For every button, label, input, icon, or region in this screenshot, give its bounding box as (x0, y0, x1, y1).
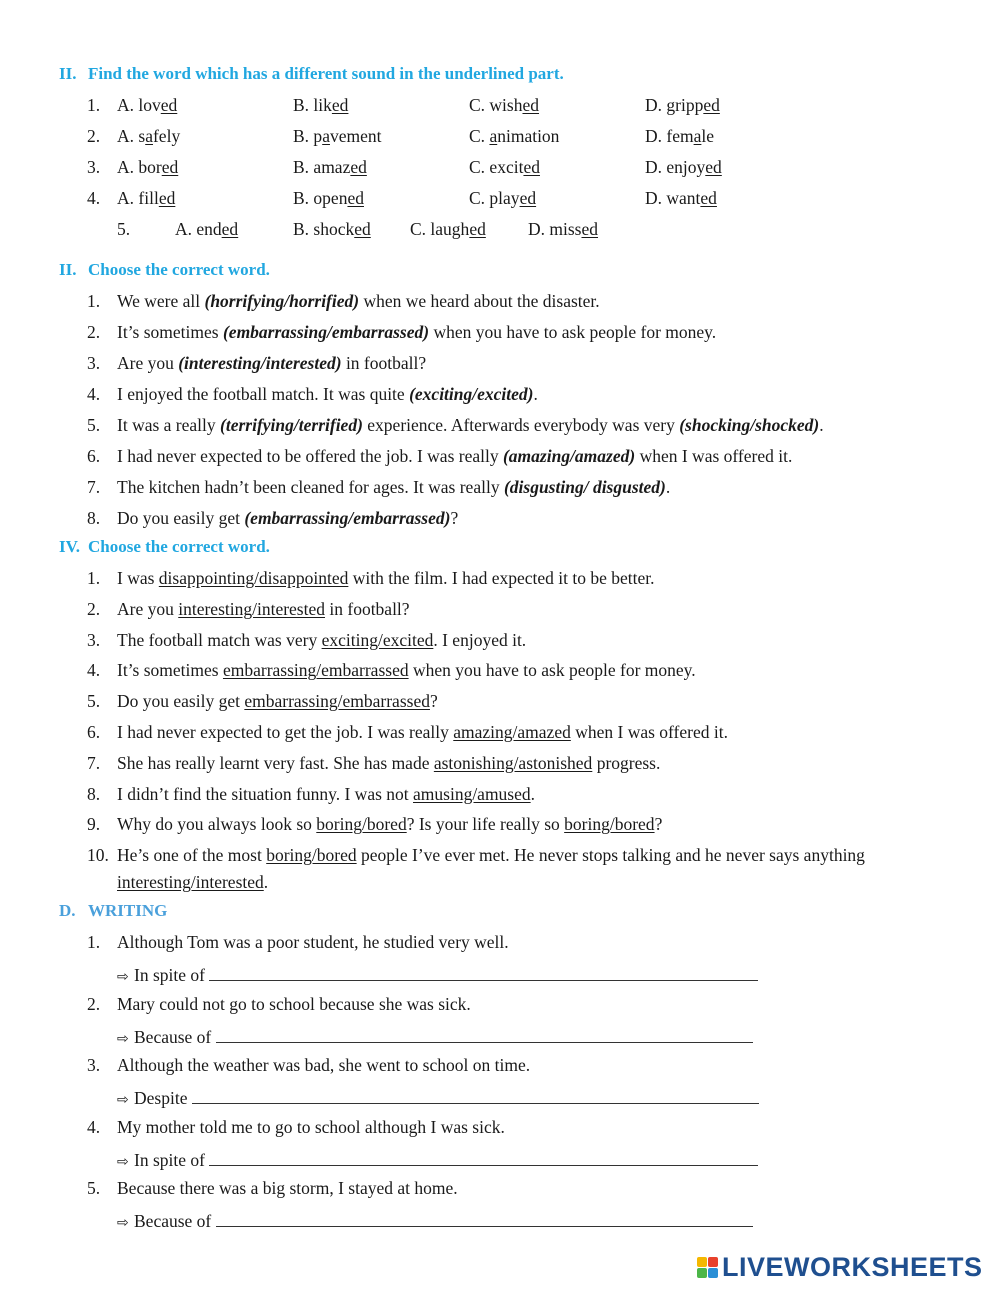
sentence-text: in football? (325, 598, 410, 619)
arrow-icon: ⇨ (117, 1030, 129, 1047)
section-iv-title: Choose the correct word. (88, 537, 270, 556)
sentence-text: experience. Afterwards everybody was very (362, 415, 680, 435)
writing-prompt: Because of (134, 1211, 212, 1231)
sentence-text: . I enjoyed it. (433, 629, 527, 650)
question-text (117, 845, 865, 865)
question-number: 5. (87, 1178, 101, 1198)
section-sounds-number: II. (59, 64, 77, 83)
sentence-text: We were all (117, 291, 205, 311)
underlined-part: ed (705, 157, 722, 177)
word-choice[interactable]: (disgusting/ disgusted) (503, 477, 666, 497)
sentence-text: I enjoyed the football match. It was quite (117, 384, 410, 404)
question-number: 6. (87, 446, 101, 466)
question-number: 8. (87, 783, 101, 804)
question-text (117, 384, 538, 404)
arrow-icon: ⇨ (117, 1215, 129, 1231)
writing-prompt: In spite of (134, 965, 205, 985)
option-text: B. amaz (293, 157, 351, 177)
sentence-text: ? Is your life really so (406, 814, 565, 835)
underlined-part: ed (221, 219, 239, 239)
answer-option[interactable] (117, 126, 180, 146)
underlined-part: ed (523, 157, 540, 177)
underlined-part: ed (469, 219, 486, 239)
sentence-text: in football? (341, 353, 427, 373)
option-text: D. miss (528, 219, 582, 239)
answer-blank-input[interactable] (216, 1209, 753, 1227)
question-text (117, 291, 600, 311)
answer-option[interactable] (117, 188, 175, 208)
sentence-text: It’s sometimes (117, 660, 223, 681)
question-number: 1. (87, 291, 101, 311)
word-choice[interactable]: (embarrassing/embarrassed) (222, 322, 430, 342)
sentence-text: . (665, 477, 671, 497)
question-number: 2. (87, 126, 101, 146)
sentence-text: He’s one of the most (117, 845, 267, 866)
question-number: 3. (87, 353, 101, 373)
word-choice[interactable]: amazing/amazed (453, 722, 571, 742)
sentence-text: It was a really (117, 415, 221, 435)
sentence-text: when you have to ask people for money. (429, 322, 717, 342)
sentence-text: Do you easily get (117, 691, 245, 712)
underlined-part: ed (331, 95, 349, 115)
option-text: A. bor (117, 157, 162, 177)
sentence-text: ? (450, 508, 459, 528)
underlined-part: ed (581, 219, 599, 239)
question-number: 7. (87, 752, 101, 773)
answer-option[interactable] (293, 219, 371, 239)
section-sounds-title: Find the word which has a different sound in the underlined part. (88, 64, 564, 83)
sentence-text: It’s sometimes (117, 322, 223, 342)
option-text: C. wish (469, 95, 523, 115)
word-choice[interactable]: boring/bored (266, 845, 357, 866)
answer-blank-input[interactable] (209, 963, 758, 981)
sentence-text: I didn’t find the situation funny. I was not (117, 783, 414, 804)
sentence-text: progress. (592, 752, 661, 773)
underlined-part: a (693, 126, 702, 146)
sentence-text: with the film. I had expected it to be better. (348, 568, 655, 588)
sentence-text: when I was offered it. (635, 446, 793, 466)
answer-option[interactable] (293, 157, 367, 177)
word-choice[interactable]: (horrifying/horrified) (204, 291, 360, 311)
word-choice[interactable]: (terrifying/terrified) (220, 415, 363, 435)
word-choice[interactable]: (interesting/interested) (178, 353, 342, 373)
option-text: A. fill (117, 188, 159, 208)
word-choice[interactable]: (embarrassing/embarrassed) (244, 508, 451, 528)
question-number: 9. (87, 814, 101, 835)
writing-prompt: Because of (134, 1026, 212, 1047)
sentence-text: Do you easily get (117, 508, 245, 528)
question-number: 3. (87, 157, 101, 177)
answer-blank-input[interactable] (209, 1148, 758, 1166)
answer-option[interactable] (293, 126, 381, 146)
answer-option[interactable] (293, 95, 348, 115)
question-number: 1. (87, 932, 101, 952)
sentence-text: I was (117, 568, 159, 588)
word-choice[interactable]: embarrassing/embarrassed (222, 660, 409, 681)
option-text: le (701, 126, 715, 146)
liveworksheets-logo-icon (697, 1257, 718, 1278)
sentence-text: when we heard about the disaster. (359, 291, 600, 311)
question-number: 2. (87, 322, 101, 342)
question-number: 3. (87, 629, 101, 650)
underlined-part: ed (161, 157, 179, 177)
sentence-text: . (263, 872, 269, 893)
question-text (117, 353, 426, 373)
section-writing-title: WRITING (88, 901, 168, 920)
sentence-text: I had never expected to be offered the job. I was really (117, 446, 503, 466)
question-text (117, 814, 662, 834)
sentence-text: The kitchen hadn’t been cleaned for ages. It was really (117, 477, 504, 497)
question-text (117, 722, 728, 742)
logo-square (708, 1257, 718, 1267)
question-text (117, 446, 792, 466)
liveworksheets-logo (697, 1252, 983, 1283)
word-choice[interactable]: astonishing/astonished (433, 752, 593, 773)
arrow-icon: ⇨ (117, 969, 129, 985)
underlined-part: ed (347, 188, 364, 208)
answer-option[interactable] (645, 188, 717, 208)
question-number: 1. (87, 95, 101, 115)
option-text: C. laugh (410, 219, 470, 239)
word-choice[interactable]: amusing/amused (413, 783, 531, 804)
writing-prompt: In spite of (134, 1149, 205, 1170)
answer-option[interactable] (469, 126, 559, 146)
question-number: 5. (117, 219, 131, 239)
underlined-part: ed (519, 188, 537, 208)
option-text: fely (152, 126, 181, 146)
option-text: D. gripp (645, 95, 704, 115)
option-text: B. p (293, 126, 323, 146)
option-text: B. open (293, 188, 348, 208)
question-text (117, 477, 670, 497)
underlined-part: ed (158, 188, 176, 208)
question-number: 3. (87, 1055, 101, 1075)
underlined-part: ed (522, 95, 540, 115)
question-text (117, 508, 458, 528)
question-number: 5. (87, 691, 101, 712)
sentence-text: . (533, 384, 538, 404)
option-text: A. lov (117, 95, 161, 115)
word-choice[interactable]: interesting/interested (178, 598, 325, 619)
word-choice[interactable]: (shocking/shocked) (679, 415, 820, 435)
writing-sentence: Although the weather was bad, she went to school on time. (117, 1055, 531, 1075)
logo-square (697, 1268, 707, 1278)
sentence-text: when I was offered it. (570, 722, 728, 742)
word-choice[interactable]: disappointing/disappointed (158, 568, 349, 588)
writing-sentence: My mother told me to go to school although I was sick. (117, 1116, 505, 1137)
sentence-text: Why do you always look so (117, 814, 317, 835)
question-number: 5. (87, 415, 101, 435)
writing-answer-line (117, 963, 758, 987)
question-text (117, 630, 526, 650)
underlined-part: ed (354, 219, 371, 239)
answer-option[interactable] (175, 219, 238, 239)
answer-option[interactable] (645, 157, 722, 177)
sentence-text: Are you (117, 353, 179, 373)
answer-option[interactable] (117, 157, 178, 177)
sentence-text: She has really learnt very fast. She has made (117, 752, 434, 773)
option-text: nimation (497, 126, 560, 146)
section-writing-heading (59, 901, 167, 921)
question-text (117, 784, 535, 804)
question-number: 10. (87, 845, 109, 866)
logo-square (697, 1257, 707, 1267)
question-text (117, 872, 268, 892)
option-text: B. lik (293, 95, 332, 115)
writing-answer-line (117, 1086, 759, 1110)
answer-option[interactable] (469, 188, 536, 208)
question-text (117, 691, 438, 711)
question-text (117, 753, 660, 773)
sentence-text: ? (654, 814, 663, 835)
liveworksheets-logo-text: LIVEWORKSHEETS (722, 1252, 983, 1282)
section-iv-number: IV. (59, 537, 80, 556)
word-choice[interactable]: boring/bored (564, 814, 655, 835)
question-text (117, 660, 696, 680)
option-text: C. (469, 126, 490, 146)
sentence-text: when you have to ask people for money. (408, 660, 696, 681)
sentence-text: . (530, 783, 536, 804)
writing-answer-line (117, 1025, 753, 1049)
question-number: 1. (87, 568, 101, 588)
option-text: C. excit (469, 157, 524, 177)
word-choice[interactable]: boring/bored (316, 814, 407, 835)
question-text (117, 415, 824, 435)
answer-option[interactable] (528, 219, 598, 239)
section-choose-title: Choose the correct word. (88, 260, 270, 279)
section-sounds-heading (59, 64, 564, 84)
sentence-text: ? (429, 691, 438, 712)
arrow-icon: ⇨ (117, 1153, 129, 1170)
underlined-part: ed (703, 95, 720, 115)
option-text: A. end (175, 219, 222, 239)
writing-sentence: Although Tom was a poor student, he studied very well. (117, 932, 509, 952)
answer-blank-input[interactable] (216, 1025, 753, 1043)
arrow-icon: ⇨ (117, 1092, 129, 1108)
option-text: C. play (469, 188, 520, 208)
question-number: 2. (87, 598, 101, 619)
section-writing-number: D. (59, 901, 76, 920)
option-text: D. want (645, 188, 701, 208)
question-number: 4. (87, 1116, 101, 1137)
writing-sentence: Mary could not go to school because she was sick. (117, 993, 471, 1014)
option-text: D. fem (645, 126, 694, 146)
sentence-text: I had never expected to get the job. I was really (117, 722, 454, 742)
word-choice[interactable]: (exciting/excited) (409, 384, 534, 404)
writing-prompt: Despite (134, 1088, 188, 1108)
section-choose-number: II. (59, 260, 77, 279)
sentence-text: . (819, 415, 824, 435)
question-number: 4. (87, 188, 101, 208)
answer-option[interactable] (645, 126, 714, 146)
question-number: 8. (87, 508, 101, 528)
answer-blank-input[interactable] (192, 1086, 759, 1104)
answer-option[interactable] (469, 95, 539, 115)
question-text (117, 568, 655, 588)
question-text (117, 322, 716, 342)
answer-option[interactable] (469, 157, 540, 177)
word-choice[interactable]: (amazing/amazed) (502, 446, 636, 466)
sentence-text: Are you (117, 598, 179, 619)
answer-option[interactable] (117, 95, 177, 115)
section-choose-heading (59, 260, 270, 280)
option-text: A. s (117, 126, 146, 146)
word-choice[interactable]: embarrassing/embarrassed (244, 691, 430, 712)
underlined-part: a (489, 126, 498, 146)
sentence-text: people I’ve ever met. He never stops talking and he never says anything (356, 845, 865, 866)
answer-option[interactable] (410, 219, 486, 239)
word-choice[interactable]: exciting/excited (321, 629, 434, 650)
underlined-part: ed (160, 95, 178, 115)
writing-sentence: Because there was a big storm, I stayed at home. (117, 1178, 458, 1198)
question-number: 7. (87, 477, 101, 497)
section-iv-heading (59, 537, 270, 557)
underlined-part: ed (700, 188, 717, 208)
writing-answer-line (117, 1209, 753, 1233)
option-text: D. enjoy (645, 157, 706, 177)
option-text: vement (329, 126, 382, 146)
writing-answer-line (117, 1148, 758, 1172)
question-number: 4. (87, 384, 101, 404)
logo-square (708, 1268, 718, 1278)
question-number: 6. (87, 722, 101, 742)
option-text: B. shock (293, 219, 355, 239)
answer-option[interactable] (645, 95, 720, 115)
sentence-text: The football match was very (117, 629, 322, 650)
word-choice[interactable]: interesting/interested (117, 872, 264, 893)
question-number: 2. (87, 993, 101, 1014)
question-number: 4. (87, 660, 101, 681)
answer-option[interactable] (293, 188, 364, 208)
question-text (117, 599, 410, 619)
underlined-part: a (322, 126, 330, 146)
underlined-part: ed (350, 157, 367, 177)
underlined-part: a (145, 126, 153, 146)
